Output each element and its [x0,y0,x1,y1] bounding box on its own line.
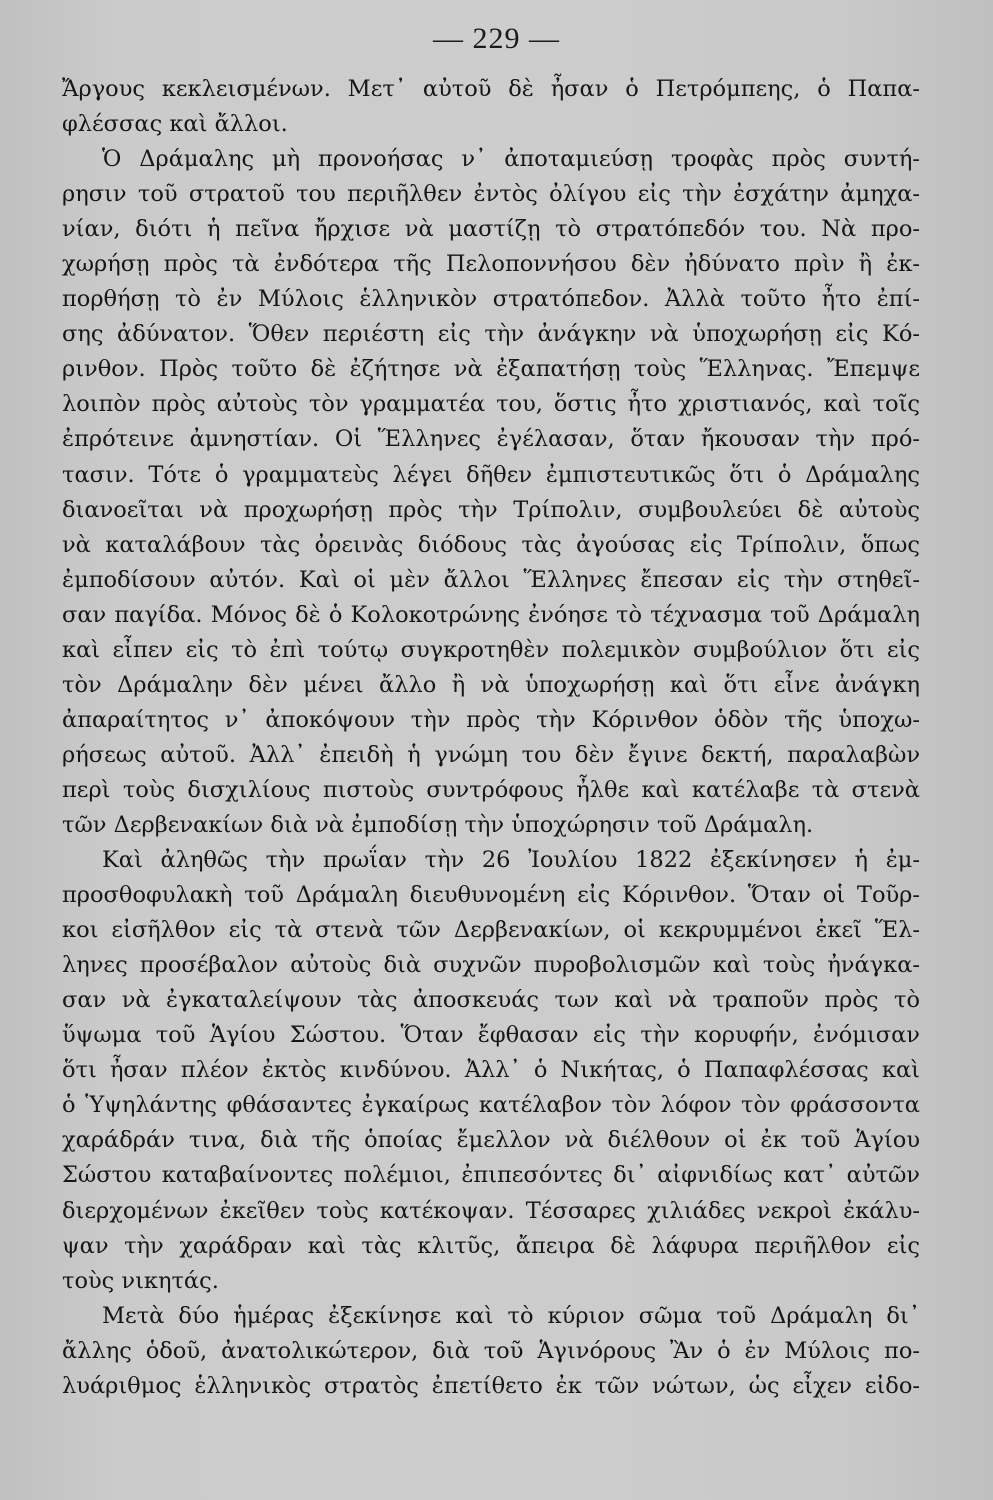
text-line: τασιν. Τότε ὁ γραμματεὺς λέγει δῆθεν ἐμπιστευτικῶς ὅτι ὁ Δράμαλης [62,461,920,488]
text-line: ρινθον. Πρὸς τοῦτο δὲ ἐζήτησε νὰ ἐξαπατήσῃ τοὺς Ἕλληνας. Ἔπεμψε [62,356,920,383]
text-line: φλέσσας καὶ ἄλλοι. [62,111,288,138]
text-line: ἄλλης ὁδοῦ, ἀνατολικώτερον, διὰ τοῦ Ἁγινόρους Ἂν ὁ ἐν Μύλοις πο- [62,1337,920,1364]
text-line: σης ἀδύνατον. Ὅθεν περιέστη εἰς τὴν ἀνάγκην νὰ ὑποχωρήσῃ εἰς Κό- [62,321,920,348]
text-line: τὸν Δράμαλην δὲν μένει ἄλλο ἢ νὰ ὑποχωρήσῃ καὶ ὅτι εἶνε ἀνάγκη [62,671,920,698]
text-line: νίαν, διότι ἡ πεῖνα ἤρχισε νὰ μαστίζῃ τὸ στρατόπεδόν του. Νὰ προ- [62,216,920,243]
text-line: πορθήσῃ τὸ ἐν Μύλοις ἑλληνικὸν στρατόπεδον. Ἀλλὰ τοῦτο ἦτο ἐπί- [62,286,920,313]
text-line: Ἄργους κεκλεισμένων. Μετ᾽ αὐτοῦ δὲ ἦσαν ὁ Πετρόμπεης, ὁ Παπα- [62,76,920,102]
text-line: ρήσεως αὐτοῦ. Ἀλλ᾽ ἐπειδὴ ἡ γνώμη του δὲν ἔγινε δεκτή, παραλαβὼν [62,741,920,768]
text-line: Ὁ Δράμαλης μὴ προνοήσας ν᾽ ἀποταμιεύσῃ τροφὰς πρὸς συντή- [102,146,920,173]
text-line: σαν νὰ ἐγκαταλείψουν τὰς ἀποσκευάς των καὶ νὰ τραποῦν πρὸς τὸ [62,987,920,1014]
text-line: σαν παγίδα. Μόνος δὲ ὁ Κολοκοτρώνης ἐνόησε τὸ τέχνασμα τοῦ Δράμαλη [62,601,920,628]
text-line: Μετὰ δύο ἡμέρας ἐξεκίνησε καὶ τὸ κύριον σῶμα τοῦ Δράμαλη δι᾽ [102,1302,920,1329]
page-number: — 229 — [433,22,560,55]
text-line: ψαν τὴν χαράδραν καὶ τὰς κλιτῦς, ἄπειρα δὲ λάφυρα περιῆλθον εἰς [62,1232,920,1259]
page-text [62,72,920,1404]
text-line: ἐμποδίσουν αὐτόν. Καὶ οἱ μὲν ἄλλοι Ἕλληνες ἔπεσαν εἰς τὴν στηθεῖ- [62,566,920,593]
text-line: διανοεῖται νὰ προχωρήσῃ πρὸς τὴν Τρίπολιν, συμβουλεύει δὲ αὐτοὺς [62,496,920,523]
text-line: χωρήσῃ πρὸς τὰ ἐνδότερα τῆς Πελοποννήσου δὲν ἠδύνατο πρὶν ἢ ἐκ- [62,251,920,278]
text-line: περὶ τοὺς δισχιλίους πιστοὺς συντρόφους ἦλθε καὶ κατέλαβε τὰ στενὰ [62,776,920,803]
text-line: ἀπαραίτητος ν᾽ ἀποκόψουν τὴν πρὸς τὴν Κόρινθον ὁδὸν τῆς ὑποχω- [62,706,920,733]
text-line: ὕψωμα τοῦ Ἁγίου Σώστου. Ὅταν ἔφθασαν εἰς τὴν κορυφήν, ἐνόμισαν [62,1022,920,1049]
text-line: τῶν Δερβενακίων διὰ νὰ ἐμποδίσῃ τὴν ὑποχώρησιν τοῦ Δράμαλη. [62,811,814,838]
text-line: νὰ καταλάβουν τὰς ὀρεινὰς διόδους τὰς ἀγούσας εἰς Τρίπολιν, ὅπως [62,531,920,558]
text-line: χαράδράν τινα, διὰ τῆς ὁποίας ἔμελλον νὰ διέλθουν οἱ ἐκ τοῦ Ἁγίου [62,1127,920,1154]
text-line: λοιπὸν πρὸς αὐτοὺς τὸν γραμματέα του, ὅστις ἦτο χριστιανός, καὶ τοῖς [62,391,920,418]
text-line: προσθοφυλακὴ τοῦ Δράμαλη διευθυνομένη εἰς Κόρινθον. Ὅταν οἱ Τοῦρ- [62,882,920,909]
text-line: διερχομένων ἐκεῖθεν τοὺς κατέκοψαν. Τέσσαρες χιλιάδες νεκροὶ ἐκάλυ- [62,1197,920,1224]
text-line: Καὶ ἀληθῶς τὴν πρωΐαν τὴν 26 Ἰουλίου 1822 ἐξεκίνησεν ἡ ἐμ- [102,847,920,874]
text-line: κοι εἰσῆλθον εἰς τὰ στενὰ τῶν Δερβενακίων, οἱ κεκρυμμένοι ἐκεῖ Ἕλ- [62,917,920,944]
text-line: Σώστου καταβαίνοντες πολέμιοι, ἐπιπεσόντες δι᾽ αἰφνιδίως κατ᾽ αὐτῶν [62,1162,920,1189]
text-line: ἐπρότεινε ἀμνηστίαν. Οἱ Ἕλληνες ἐγέλασαν, ὅταν ἤκουσαν τὴν πρό- [62,426,920,453]
text-line: τοὺς νικητάς. [62,1267,219,1294]
text-line: ρησιν τοῦ στρατοῦ του περιῆλθεν ἐντὸς ὀλίγου εἰς τὴν ἐσχάτην ἀμηχα- [62,181,920,208]
text-line: ληνες προσέβαλον αὐτοὺς διὰ συχνῶν πυροβολισμῶν καὶ τοὺς ἠνάγκα- [62,952,920,979]
text-line: καὶ εἶπεν εἰς τὸ ἐπὶ τούτῳ συγκροτηθὲν πολεμικὸν συμβούλιον ὅτι εἰς [62,636,920,663]
text-line: λυάριθμος ἑλληνικὸς στρατὸς ἐπετίθετο ἐκ τῶν νώτων, ὡς εἶχεν εἰδο- [62,1372,920,1399]
text-line: ὁ Ὑψηλάντης φθάσαντες ἐγκαίρως κατέλαβον τὸν λόφον τὸν φράσσοντα [62,1092,920,1119]
text-line: ὅτι ἦσαν πλέον ἐκτὸς κινδύνου. Ἀλλ᾽ ὁ Νικήτας, ὁ Παπαφλέσσας καὶ [62,1057,920,1084]
